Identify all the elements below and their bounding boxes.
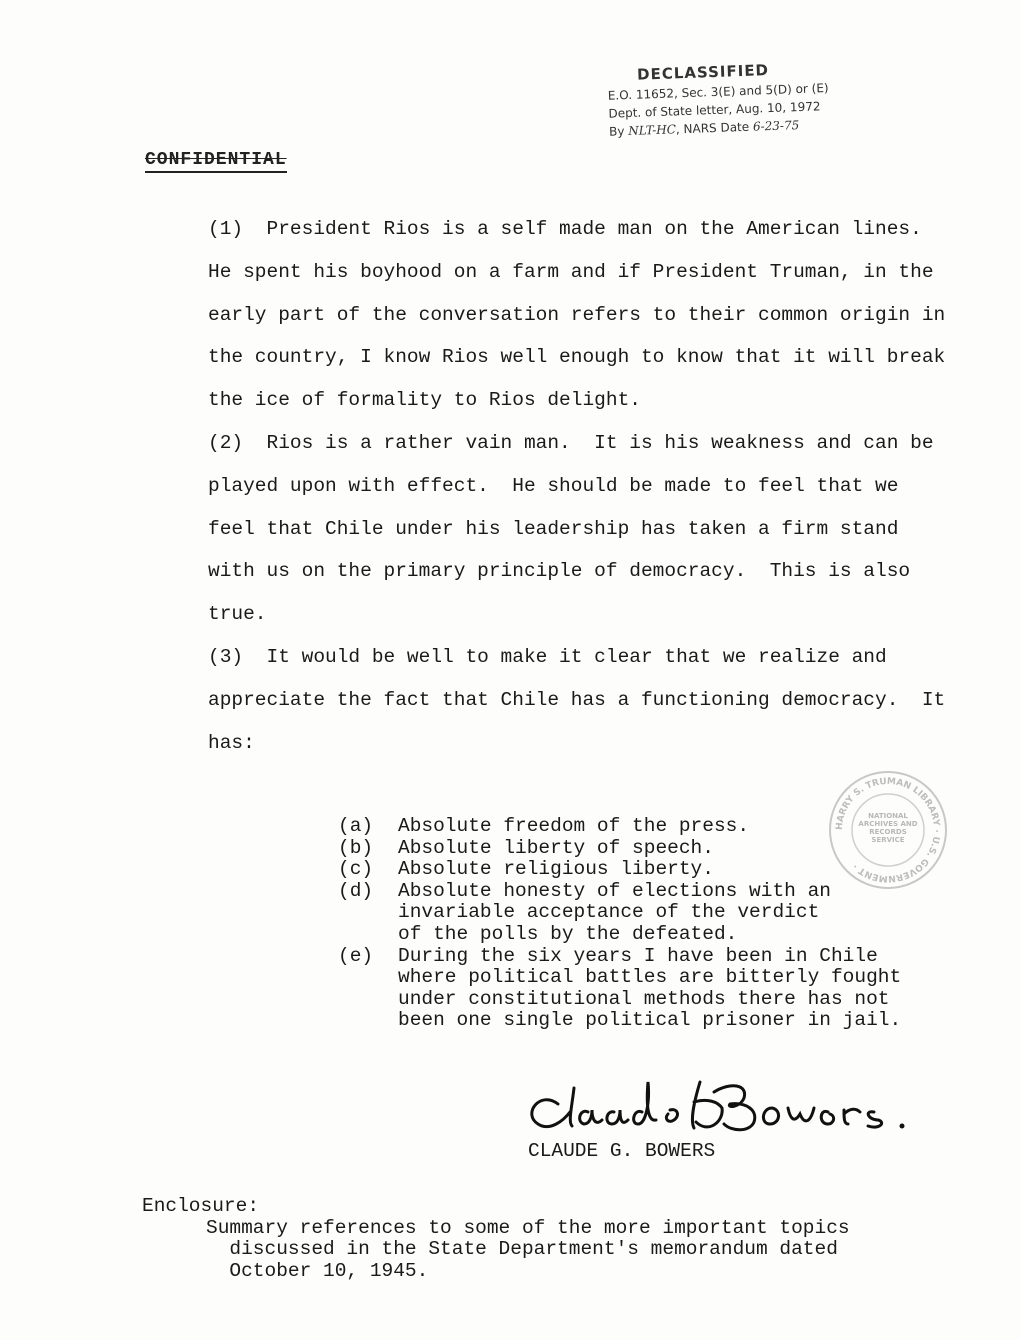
stamp-by-prefix: By bbox=[608, 124, 625, 139]
list-marker: (a) bbox=[338, 815, 374, 837]
stamp-by-initials: NLT-HC bbox=[628, 122, 677, 139]
list-marker: (d) bbox=[338, 879, 374, 902]
enclosure-label: Enclosure: bbox=[142, 1195, 260, 1217]
list-text: Absolute religious liberty. bbox=[398, 858, 714, 881]
declassified-stamp bbox=[607, 57, 879, 138]
typed-signature: CLAUDE G. BOWERS bbox=[528, 1140, 716, 1162]
paragraph-3: (3) It would be well to make it clear that we realize and appreciate the fact that Chile has a functioning democracy. It has: bbox=[208, 645, 957, 754]
memo-body bbox=[208, 208, 957, 764]
classification-marking: CONFIDENTIAL bbox=[145, 150, 287, 173]
list-marker: (b) bbox=[338, 836, 374, 859]
archive-seal bbox=[826, 768, 950, 892]
list-text: Absolute liberty of speech. bbox=[398, 836, 714, 859]
seal-ring-text: HARRY S. TRUMAN LIBRARY · U.S. GOVERNMENT · bbox=[834, 776, 942, 884]
list-marker: (c) bbox=[338, 858, 374, 881]
list-text: Absolute freedom of the press. bbox=[398, 815, 750, 837]
list-item bbox=[338, 946, 978, 1032]
stamp-letter: Dept. of State letter, Aug. 10, 1972 bbox=[608, 99, 821, 121]
handwritten-signature bbox=[518, 1062, 938, 1152]
stamp-by-line: By NLT-HC, NARS Date 6-23-75 bbox=[608, 118, 800, 139]
list-text: During the six years I have been in Chile where political battles are bitterly fought under constitutional methods there has not been one single political prisoner in jail. bbox=[398, 944, 902, 1032]
stamp-nars-label: NARS Date bbox=[683, 119, 750, 137]
stamp-nars-date: 6-23-75 bbox=[752, 118, 800, 134]
enclosure-section bbox=[142, 1196, 962, 1282]
paragraph-2: (2) Rios is a rather vain man. It is his weakness and can be played upon with effect. He should be made to feel that we feel that Chile under his leadership has taken a firm stand with us on the primary principle of democracy. This is also true. bbox=[208, 431, 946, 626]
list-text: Absolute honesty of elections with an invariable acceptance of the verdict of the polls by the defeated. bbox=[398, 879, 831, 945]
stamp-title: DECLASSIFIED bbox=[636, 61, 770, 84]
list-marker: (e) bbox=[338, 944, 374, 967]
enclosure-text: Summary references to some of the more important topics discussed in the State Department's memorandum dated October 10, 1945. bbox=[206, 1216, 850, 1282]
seal-inner-text: NATIONAL ARCHIVES AND RECORDS SERVICE bbox=[858, 812, 918, 844]
paragraph-1: (1) President Rios is a self made man on the American lines. He spent his boyhood on a farm and if President Truman, in the early part of the conversation refers to their common origin in the country, I know Rios well enough to know that it will break the ice of formality to Rios delight. bbox=[208, 218, 957, 412]
stamp-authority: E.O. 11652, Sec. 3(E) and 5(D) or (E) bbox=[607, 81, 829, 103]
